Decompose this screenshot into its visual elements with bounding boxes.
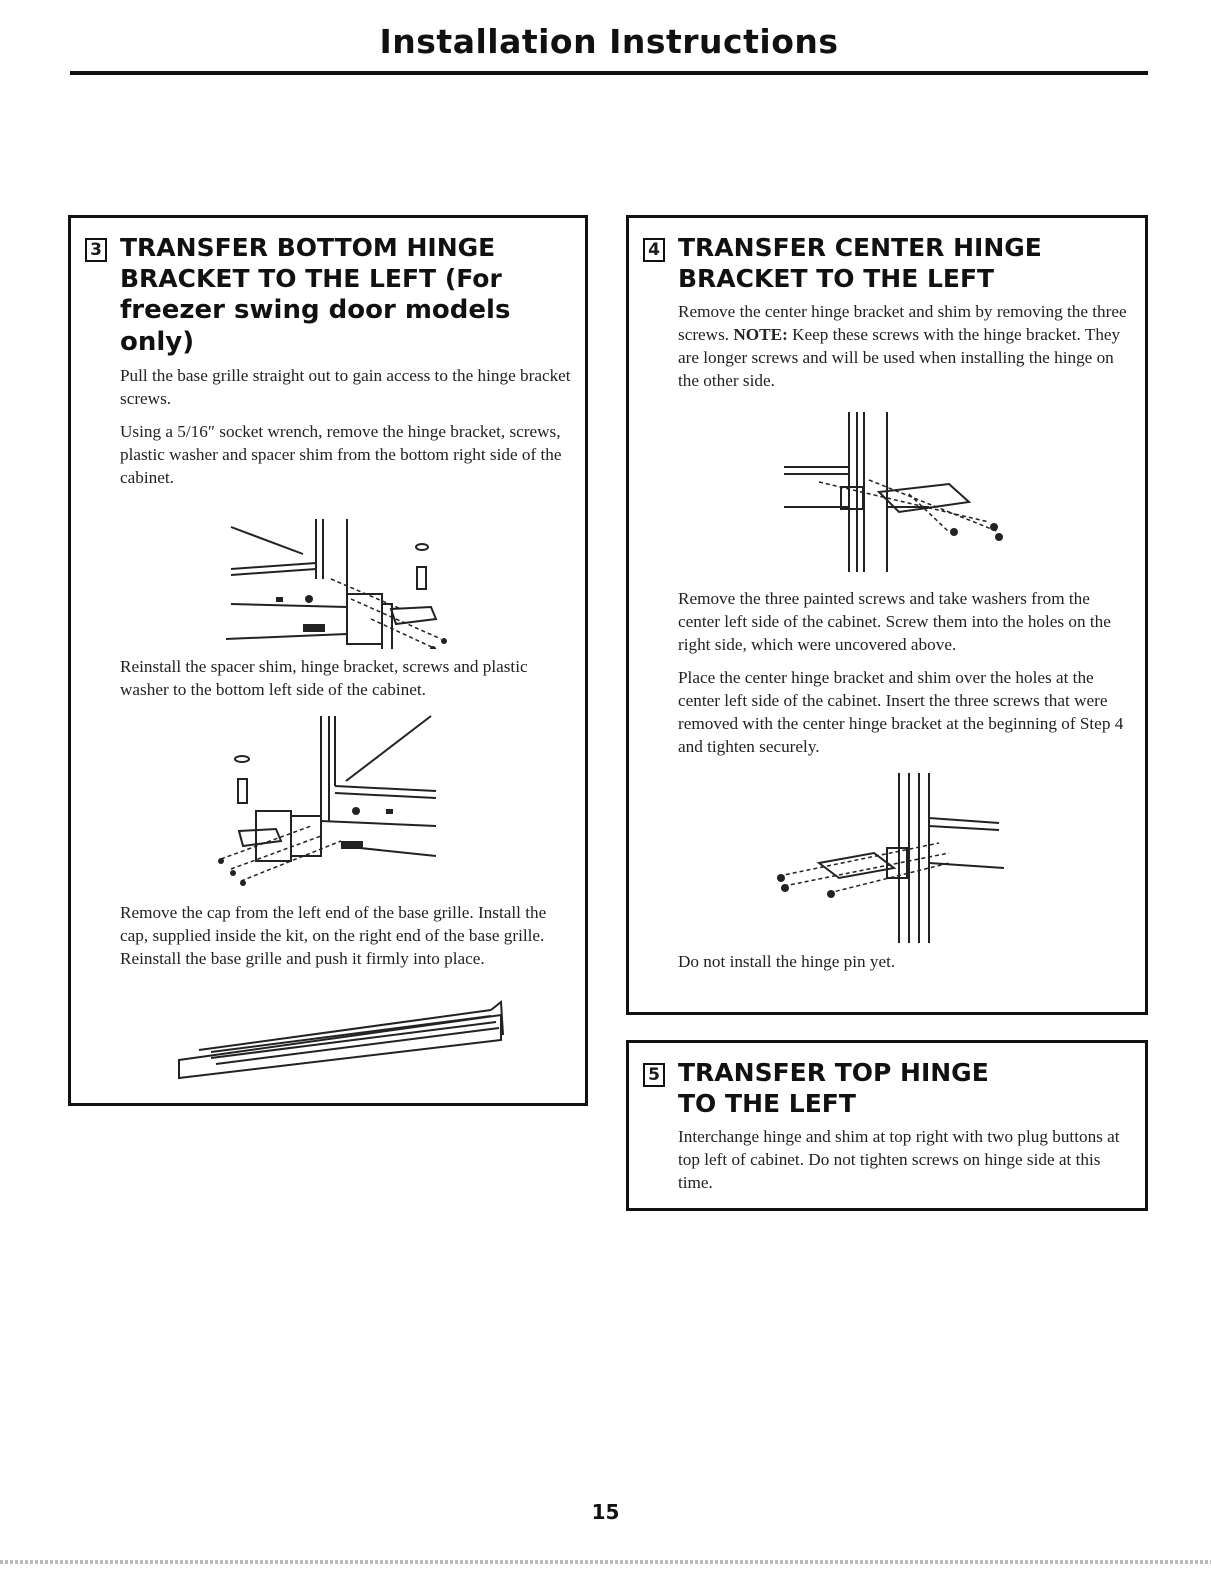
- step-3-title-line1: TRANSFER BOTTOM HINGE: [120, 233, 496, 262]
- header-rule: [70, 71, 1148, 75]
- step-5-heading: [629, 1043, 1145, 1119]
- step-5-number: 5: [643, 1063, 665, 1087]
- step-3-paragraph-2: Using a 5/16″ socket wrench, remove the hinge bracket, screws, plastic washer and spacer shim from the bottom right side of the cabinet.: [120, 422, 562, 487]
- step-3-paragraph-3: Reinstall the spacer shim, hinge bracket, screws and plastic washer to the bottom left side of the cabinet.: [120, 657, 528, 699]
- step-3-title: [120, 218, 585, 358]
- step-3-paragraph-1: Pull the base grille straight out to gain access to the hinge bracket screws.: [120, 366, 571, 408]
- step-3-title-line2: BRACKET TO THE LEFT (For: [120, 264, 502, 293]
- step-5-title-line2: TO THE LEFT: [678, 1089, 856, 1118]
- remove-bottom-hinge-illustration: [71, 499, 585, 649]
- step-5-paragraph-1: Interchange hinge and shim at top right with two plug buttons at top left of cabinet. Do not tighten screws on hinge side at this time.: [678, 1127, 1120, 1192]
- page-number: 15: [591, 1500, 620, 1524]
- step-5-title-line1: TRANSFER TOP HINGE: [678, 1058, 989, 1087]
- step-4-paragraph-3: Place the center hinge bracket and shim over the holes at the center left side of the cabinet. Insert the three screws that were removed with the center hinge bracket at the beginning of Step 4 and tighten securely.: [678, 668, 1124, 756]
- step-4-panel: [626, 215, 1148, 1015]
- step-4-note-label: NOTE:: [733, 325, 788, 344]
- step-4-title: [678, 218, 1145, 294]
- remove-center-hinge-illustration: [629, 402, 1145, 587]
- step-3-number: 3: [85, 238, 107, 262]
- step-4-heading: [629, 218, 1145, 294]
- step-4-title-line2: BRACKET TO THE LEFT: [678, 264, 995, 293]
- install-bottom-hinge-illustration: [71, 711, 585, 891]
- step-3-paragraph-4: Remove the cap from the left end of the base grille. Install the cap, supplied inside the kit, on the right end of the base grille. Reinstall the base grille and push it firmly into place.: [120, 903, 547, 968]
- step-4-paragraph-4: Do not install the hinge pin yet.: [678, 952, 896, 971]
- step-4-number: 4: [643, 238, 665, 262]
- step-5-title: [678, 1043, 1145, 1119]
- step-3-panel: [68, 215, 588, 1106]
- step-4-paragraph-1-a: Remove the center hinge bracket and shim by removing the three screws.: [678, 302, 1127, 344]
- step-4-paragraph-2: Remove the three painted screws and take washers from the center left side of the cabinet. Screw them into the holes on the right side, which were uncovered above.: [678, 589, 1111, 654]
- scan-edge-strip: [0, 1560, 1211, 1564]
- step-3-heading: [71, 218, 585, 358]
- step-4-title-line1: TRANSFER CENTER HINGE: [678, 233, 1042, 262]
- step-5-panel: [626, 1040, 1148, 1211]
- install-center-hinge-illustration: [629, 768, 1145, 948]
- base-grille-illustration: [71, 980, 585, 1080]
- step-3-title-line3: freezer swing door models only): [120, 295, 511, 357]
- step-4-paragraph-1: [678, 300, 1131, 392]
- page-title: Installation Instructions: [379, 22, 839, 61]
- step-4-paragraph-1-b: Keep these screws with the hinge bracket. They are longer screws and will be used when installing the hinge on the other side.: [678, 325, 1121, 390]
